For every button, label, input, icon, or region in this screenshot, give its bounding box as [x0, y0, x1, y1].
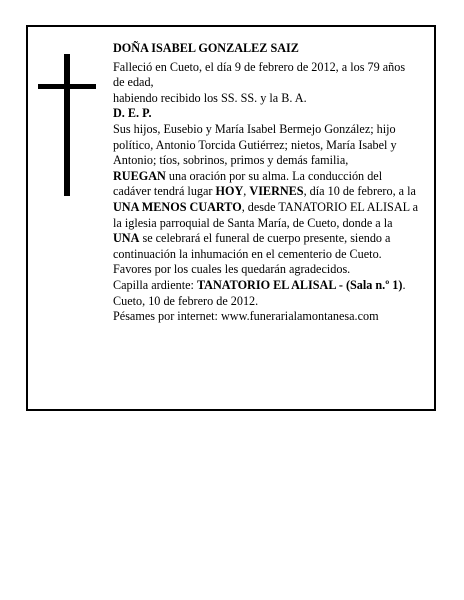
hour-label: UNA MENOS CUARTO [113, 199, 242, 214]
viernes-label: VIERNES [249, 184, 304, 199]
hoy-label: HOY [215, 184, 244, 199]
request-text-4: se celebrará el funeral de cuerpo presente, siendo a continuación la inhumación en el cementerio de Cueto. Favores por los cuales les quedarán agradecidos. [113, 231, 391, 277]
cross-vertical-bar [64, 54, 70, 196]
death-details: Falleció en Cueto, el día 9 de febrero de 2012, a los 79 años de edad, [113, 59, 406, 90]
rest-in-peace [113, 106, 419, 122]
request-comma: , [243, 184, 250, 199]
ruegan-label: RUEGAN [113, 168, 166, 183]
una-label: UNA [113, 231, 140, 246]
funeral-request [113, 169, 419, 278]
chapel-label: Capilla ardiente: [113, 277, 197, 292]
sacraments-line: habiendo recibido los SS. SS. y la B. A. [113, 90, 307, 105]
dep-label: D. E. P. [113, 106, 152, 121]
chapel-venue: TANATORIO EL ALISAL - (Sala n.º 1) [196, 277, 403, 292]
obituary-text [113, 41, 419, 325]
request-text-2: , día 10 de febrero, a la [303, 184, 416, 199]
request-text-3: , desde TANATORIO EL ALISAL a la iglesia parroquial de Santa María, de Cueto, donde a la [113, 199, 419, 230]
chapel-line [113, 278, 419, 294]
cross-horizontal-bar [38, 84, 96, 89]
request-text-1: una oración por su alma. La conducción del cadáver tendrá lugar [113, 168, 383, 199]
notice-date: Cueto, 10 de febrero de 2012. [113, 293, 259, 308]
condolences-line: Pésames por internet: www.funerarialamontanesa.com [113, 309, 379, 324]
deceased-name: DOÑA ISABEL GONZALEZ SAIZ [113, 41, 299, 55]
cross-icon [38, 54, 96, 196]
chapel-end: . [402, 277, 406, 292]
family-list: Sus hijos, Eusebio y María Isabel Bermejo González; hijo político, Antonio Torcida Gutiérrez; nietos, María Isabel y Antonio; tíos, sobrinos, primos y demás familia, [113, 121, 397, 168]
